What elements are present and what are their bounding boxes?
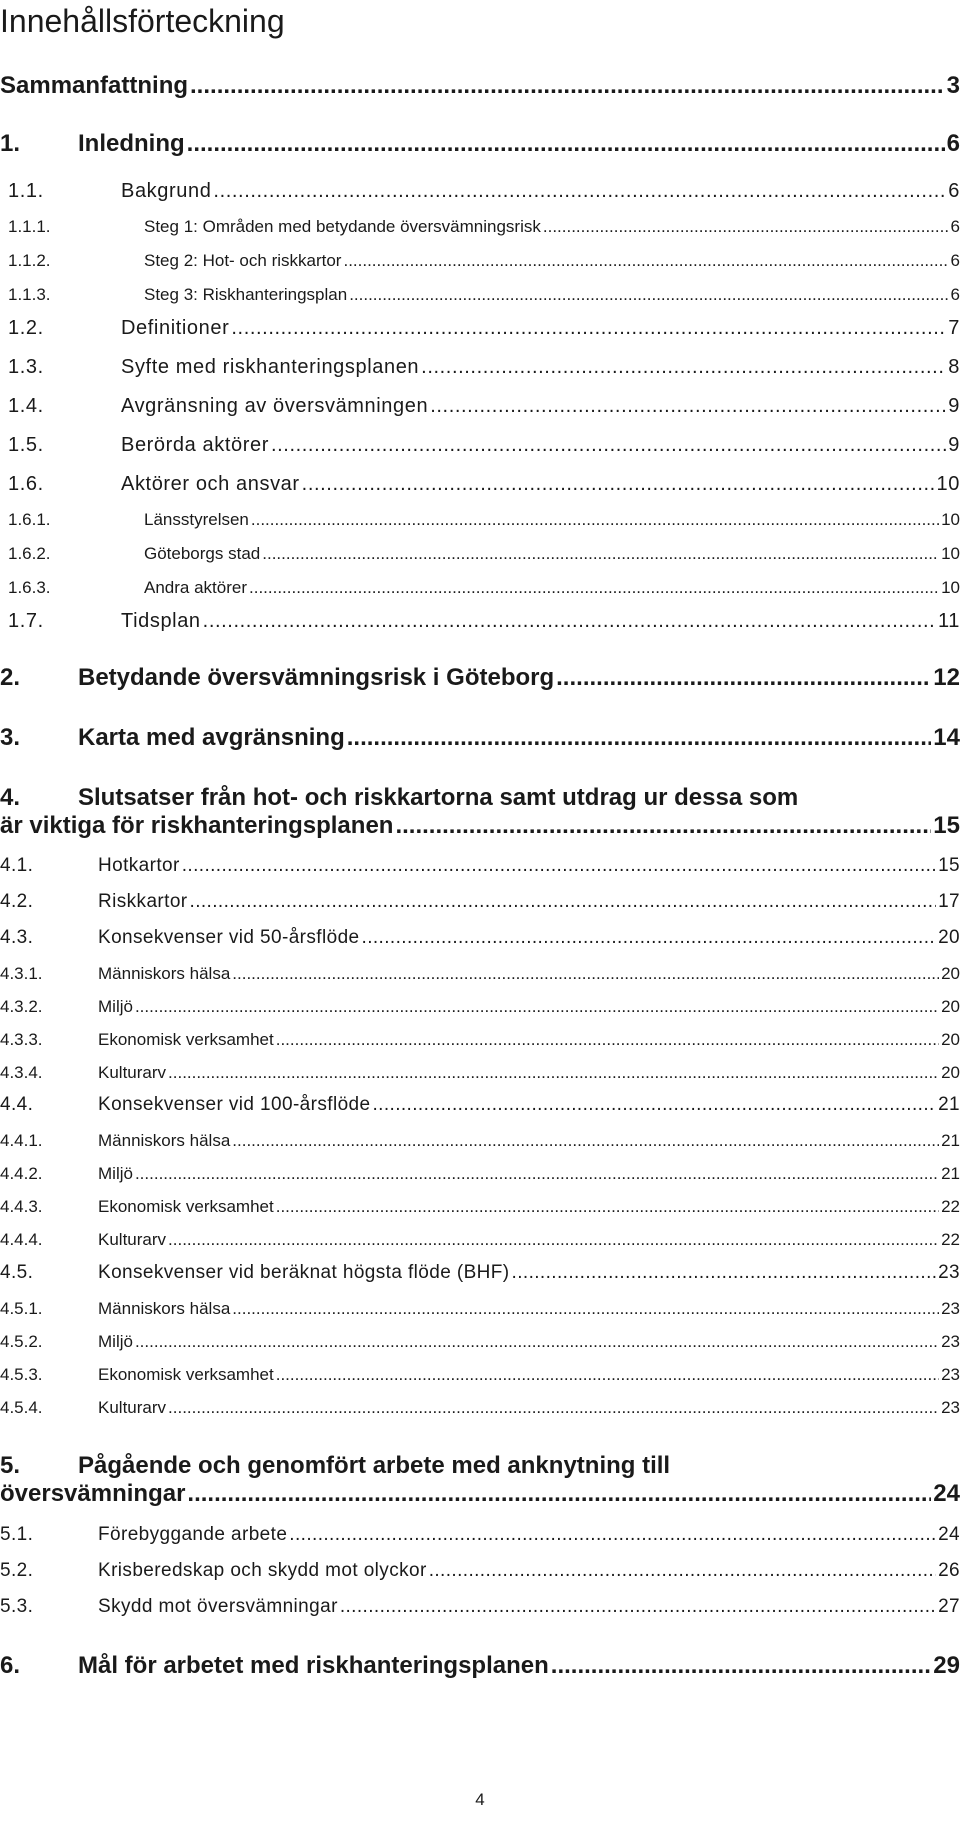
toc-entry-title: Karta med avgränsning xyxy=(78,724,345,751)
toc-leader-dots xyxy=(232,1131,939,1151)
toc-entry-number: 4.4. xyxy=(0,1094,34,1115)
toc-entry-number: 3. xyxy=(0,724,21,751)
toc-entry-page: 20 xyxy=(941,1063,960,1082)
toc-entry-title: Människors hälsa xyxy=(98,1131,231,1150)
toc-entry-number: 1.2. xyxy=(8,317,44,339)
toc-leader-dots xyxy=(187,1480,931,1508)
toc-entry-page: 11 xyxy=(938,610,960,632)
toc-leader-dots xyxy=(421,356,946,379)
toc-entry-number: 4.4.3. xyxy=(0,1197,43,1216)
toc-entry-page: 6 xyxy=(950,285,960,304)
toc-entry-4-4-2[interactable] xyxy=(0,1164,960,1184)
toc-leader-dots xyxy=(343,251,948,271)
toc-entry-title: Konsekvenser vid 100-årsflöde xyxy=(98,1094,371,1115)
toc-entry-number: 4.5.4. xyxy=(0,1398,43,1417)
toc-leader-dots xyxy=(512,1262,937,1284)
toc-entry-1-1-2[interactable] xyxy=(0,251,960,271)
toc-entry-page: 21 xyxy=(938,1094,960,1115)
toc-entry-page: 23 xyxy=(941,1398,960,1417)
toc-entry-page: 21 xyxy=(941,1131,960,1150)
toc-entry-4-5[interactable] xyxy=(0,1262,960,1284)
toc-leader-dots xyxy=(362,927,937,949)
toc-entry-title: Miljö xyxy=(98,1332,133,1351)
toc-entry-page: 10 xyxy=(936,473,960,495)
toc-entry-1-6[interactable] xyxy=(0,473,960,496)
toc-leader-dots xyxy=(551,1652,932,1680)
toc-entry-title: Berörda aktörer xyxy=(121,434,269,456)
toc-entry-1-5[interactable] xyxy=(0,434,960,457)
toc-leader-dots xyxy=(349,285,948,305)
toc-entry-3[interactable] xyxy=(0,724,960,752)
toc-entry-page: 20 xyxy=(941,964,960,983)
toc-entry-4-3-3[interactable] xyxy=(0,1030,960,1050)
toc-entry-number: 1. xyxy=(0,130,21,157)
toc-entry-4-4-1[interactable] xyxy=(0,1131,960,1151)
toc-leader-dots xyxy=(168,1063,939,1083)
toc-entry-number: 1.6.3. xyxy=(8,578,51,597)
toc-entry-title: Hotkartor xyxy=(98,855,180,876)
toc-entry-5-2[interactable] xyxy=(0,1560,960,1582)
toc-leader-dots xyxy=(347,724,932,752)
toc-entry-title: Tidsplan xyxy=(121,610,201,632)
toc-entry-number: 5.3. xyxy=(0,1596,34,1617)
toc-entry-title: Betydande översvämningsrisk i Göteborg xyxy=(78,664,555,691)
toc-entry-number: 1.3. xyxy=(8,356,44,378)
toc-entry-title: Mål för arbetet med riskhanteringsplanen xyxy=(78,1652,549,1679)
toc-leader-dots xyxy=(395,812,931,840)
toc-entry-page: 14 xyxy=(933,724,960,751)
toc-entry-page: 3 xyxy=(946,72,960,99)
toc-entry-page: 21 xyxy=(941,1164,960,1183)
toc-entry-number: 4. xyxy=(0,784,21,811)
toc-leader-dots xyxy=(543,217,949,237)
toc-entry-page: 20 xyxy=(938,927,960,948)
toc-entry-1-1[interactable] xyxy=(0,180,960,203)
toc-entry-2[interactable] xyxy=(0,664,960,692)
toc-entry-6[interactable] xyxy=(0,1652,960,1680)
toc-entry-title: Förebyggande arbete xyxy=(98,1524,288,1545)
toc-entry-number: 1.4. xyxy=(8,395,44,417)
toc-entry-page: 26 xyxy=(938,1560,960,1581)
toc-entry-4-3-4[interactable] xyxy=(0,1063,960,1083)
toc-entry-number: 4.3.2. xyxy=(0,997,43,1016)
toc-leader-dots xyxy=(182,855,936,877)
toc-entry-number: 1.1.3. xyxy=(8,285,51,304)
toc-entry-page: 6 xyxy=(950,251,960,270)
toc-entry-page: 7 xyxy=(948,317,960,339)
toc-entry-title: Riskkartor xyxy=(98,891,188,912)
toc-leader-dots xyxy=(429,1560,936,1582)
toc-entry-number: 4.1. xyxy=(0,855,34,876)
toc-entry-page: 22 xyxy=(941,1230,960,1249)
page-title: Innehållsförteckning xyxy=(0,3,285,39)
toc-entry-page: 23 xyxy=(941,1365,960,1384)
toc-entry-title: Kulturarv xyxy=(98,1230,167,1249)
toc-entry-number: 1.7. xyxy=(8,610,44,632)
toc-leader-dots xyxy=(276,1365,939,1385)
toc-entry-page: 8 xyxy=(948,356,960,378)
toc-entry-5[interactable] xyxy=(0,1452,960,1508)
toc-entry-4-4-3[interactable] xyxy=(0,1197,960,1217)
toc-entry-page: 9 xyxy=(948,395,960,417)
toc-entry-page: 20 xyxy=(941,1030,960,1049)
toc-entry-4-3[interactable] xyxy=(0,927,960,949)
toc-entry-title: Miljö xyxy=(98,997,133,1016)
toc-entry-title: Konsekvenser vid beräknat högsta flöde (BHF) xyxy=(98,1262,510,1283)
toc-entry-4-5-4[interactable] xyxy=(0,1398,960,1418)
toc-entry-4-5-3[interactable] xyxy=(0,1365,960,1385)
toc-entry-number: 4.3.1. xyxy=(0,964,43,983)
toc-entry-number: 4.5.1. xyxy=(0,1299,43,1318)
toc-entry-number: 4.4.1. xyxy=(0,1131,43,1150)
toc-entry-page: 29 xyxy=(933,1652,960,1679)
toc-entry-page: 23 xyxy=(938,1262,960,1283)
toc-entry-4-3-2[interactable] xyxy=(0,997,960,1017)
toc-entry-number: 5.1. xyxy=(0,1524,34,1545)
toc-entry-title: Andra aktörer xyxy=(144,578,247,597)
toc-entry-page: 22 xyxy=(941,1197,960,1216)
toc-leader-dots xyxy=(302,473,935,496)
toc-entry-number: 4.3.3. xyxy=(0,1030,43,1049)
toc-leader-dots xyxy=(249,578,939,598)
page-number: 4 xyxy=(475,1790,485,1809)
toc-entry-title: Kulturarv xyxy=(98,1398,167,1417)
toc-entry-title: Sammanfattning xyxy=(0,72,189,99)
toc-leader-dots xyxy=(262,544,939,564)
toc-entry-title: Krisberedskap och skydd mot olyckor xyxy=(98,1560,427,1581)
toc-entry-number: 1.5. xyxy=(8,434,44,456)
toc-entry-page: 6 xyxy=(950,217,960,236)
toc-leader-dots xyxy=(340,1596,936,1618)
toc-leader-dots xyxy=(168,1230,939,1250)
toc-leader-dots xyxy=(372,1094,936,1116)
toc-entry-number: 4.5. xyxy=(0,1262,34,1283)
toc-entry-title-line2: översvämningar xyxy=(0,1480,186,1507)
toc-entry-title-line2: är viktiga för riskhanteringsplanen xyxy=(0,812,394,839)
toc-entry-number: 1.6.1. xyxy=(8,510,51,529)
toc-entry-page: 10 xyxy=(941,578,960,597)
toc-leader-dots xyxy=(135,1164,939,1184)
toc-entry-title: Bakgrund xyxy=(121,180,212,202)
toc-entry-1-4[interactable] xyxy=(0,395,960,418)
toc-entry-title: Steg 2: Hot- och riskkartor xyxy=(144,251,342,270)
toc-entry-number: 4.2. xyxy=(0,891,34,912)
toc-entry-page: 12 xyxy=(933,664,960,691)
toc-entry-page: 23 xyxy=(941,1332,960,1351)
toc-leader-dots xyxy=(271,434,946,457)
toc-leader-dots xyxy=(231,317,946,340)
toc-entry-page: 24 xyxy=(938,1524,960,1545)
toc-entry-page: 6 xyxy=(946,130,960,157)
toc-entry-title: Ekonomisk verksamhet xyxy=(98,1030,274,1049)
toc-entry-sammanfattning[interactable] xyxy=(0,72,960,100)
toc-entry-title: Skydd mot översvämningar xyxy=(98,1596,338,1617)
toc-entry-page: 24 xyxy=(933,1480,960,1507)
toc-entry-4[interactable] xyxy=(0,784,960,840)
toc-entry-title: Människors hälsa xyxy=(98,1299,231,1318)
toc-leader-dots xyxy=(135,997,939,1017)
toc-entry-title: Aktörer och ansvar xyxy=(121,473,300,495)
toc-leader-dots xyxy=(190,891,937,913)
toc-entry-title: Göteborgs stad xyxy=(144,544,261,563)
toc-entry-1-6-1[interactable] xyxy=(0,510,960,530)
toc-entry-4-5-1[interactable] xyxy=(0,1299,960,1319)
toc-entry-number: 4.3.4. xyxy=(0,1063,43,1082)
toc-entry-number: 1.6.2. xyxy=(8,544,51,563)
toc-entry-title: Definitioner xyxy=(121,317,230,339)
toc-entry-number: 1.1.1. xyxy=(8,217,51,236)
toc-entry-1-1-1[interactable] xyxy=(0,217,960,237)
toc-entry-4-5-2[interactable] xyxy=(0,1332,960,1352)
toc-entry-number: 6. xyxy=(0,1652,21,1679)
toc-entry-1-6-3[interactable] xyxy=(0,578,960,598)
toc-leader-dots xyxy=(289,1524,936,1546)
toc-entry-number: 4.5.3. xyxy=(0,1365,43,1384)
toc-entry-title: Ekonomisk verksamhet xyxy=(98,1197,274,1216)
toc-entry-1-6-2[interactable] xyxy=(0,544,960,564)
toc-entry-number: 5. xyxy=(0,1452,21,1479)
toc-entry-number: 4.3. xyxy=(0,927,34,948)
toc-entry-5-1[interactable] xyxy=(0,1524,960,1546)
toc-entry-number: 4.4.2. xyxy=(0,1164,43,1183)
toc-entry-title: Ekonomisk verksamhet xyxy=(98,1365,274,1384)
toc-entry-title: Kulturarv xyxy=(98,1063,167,1082)
toc-entry-title: Syfte med riskhanteringsplanen xyxy=(121,356,420,378)
toc-leader-dots xyxy=(232,964,939,984)
toc-leader-dots xyxy=(187,130,945,158)
toc-entry-title: Steg 1: Områden med betydande översvämningsrisk xyxy=(144,217,541,236)
toc-leader-dots xyxy=(190,72,945,100)
toc-entry-page: 20 xyxy=(941,997,960,1016)
toc-entry-title: Inledning xyxy=(78,130,185,157)
toc-entry-4-4-4[interactable] xyxy=(0,1230,960,1250)
toc-leader-dots xyxy=(232,1299,939,1319)
toc-leader-dots xyxy=(276,1030,939,1050)
toc-entry-page: 23 xyxy=(941,1299,960,1318)
toc-leader-dots xyxy=(203,610,936,633)
toc-leader-dots xyxy=(213,180,946,203)
toc-entry-4-4[interactable] xyxy=(0,1094,960,1116)
toc-entry-1[interactable] xyxy=(0,130,960,158)
toc-entry-page: 15 xyxy=(933,812,960,839)
toc-entry-page: 17 xyxy=(938,891,960,912)
toc-entry-number: 4.4.4. xyxy=(0,1230,43,1249)
toc-entry-page: 15 xyxy=(938,855,960,876)
toc-leader-dots xyxy=(430,395,946,418)
toc-entry-number: 4.5.2. xyxy=(0,1332,43,1351)
toc-entry-page: 10 xyxy=(941,544,960,563)
toc-entry-page: 6 xyxy=(948,180,960,202)
toc-entry-4-1[interactable] xyxy=(0,855,960,877)
toc-entry-1-2[interactable] xyxy=(0,317,960,340)
toc-entry-1-1-3[interactable] xyxy=(0,285,960,305)
toc-entry-4-2[interactable] xyxy=(0,891,960,913)
toc-entry-title: Miljö xyxy=(98,1164,133,1183)
toc-entry-title: Människors hälsa xyxy=(98,964,231,983)
toc-entry-number: 1.6. xyxy=(8,473,44,495)
toc-entry-title: Konsekvenser vid 50-årsflöde xyxy=(98,927,360,948)
toc-entry-number: 5.2. xyxy=(0,1560,34,1581)
toc-entry-title-line1: Pågående och genomfört arbete med anknytning till xyxy=(78,1452,671,1479)
toc-entry-number: 1.1.2. xyxy=(8,251,51,270)
toc-entry-page: 27 xyxy=(938,1596,960,1617)
toc-entry-title: Steg 3: Riskhanteringsplan xyxy=(144,285,348,304)
toc-leader-dots xyxy=(168,1398,939,1418)
toc-entry-number: 2. xyxy=(0,664,21,691)
toc-leader-dots xyxy=(556,664,931,692)
toc-entry-page: 10 xyxy=(941,510,960,529)
toc-entry-title: Länsstyrelsen xyxy=(144,510,249,529)
toc-entry-title-line1: Slutsatser från hot- och riskkartorna samt utdrag ur dessa som xyxy=(78,784,799,811)
toc-leader-dots xyxy=(135,1332,939,1352)
toc-entry-4-3-1[interactable] xyxy=(0,964,960,984)
toc-entry-1-7[interactable] xyxy=(0,610,960,633)
toc-entry-title: Avgränsning av översvämningen xyxy=(121,395,429,417)
toc-entry-5-3[interactable] xyxy=(0,1596,960,1618)
toc-leader-dots xyxy=(276,1197,939,1217)
toc-entry-number: 1.1. xyxy=(8,180,44,202)
toc-entry-page: 9 xyxy=(948,434,960,456)
toc-entry-1-3[interactable] xyxy=(0,356,960,379)
toc-leader-dots xyxy=(251,510,939,530)
